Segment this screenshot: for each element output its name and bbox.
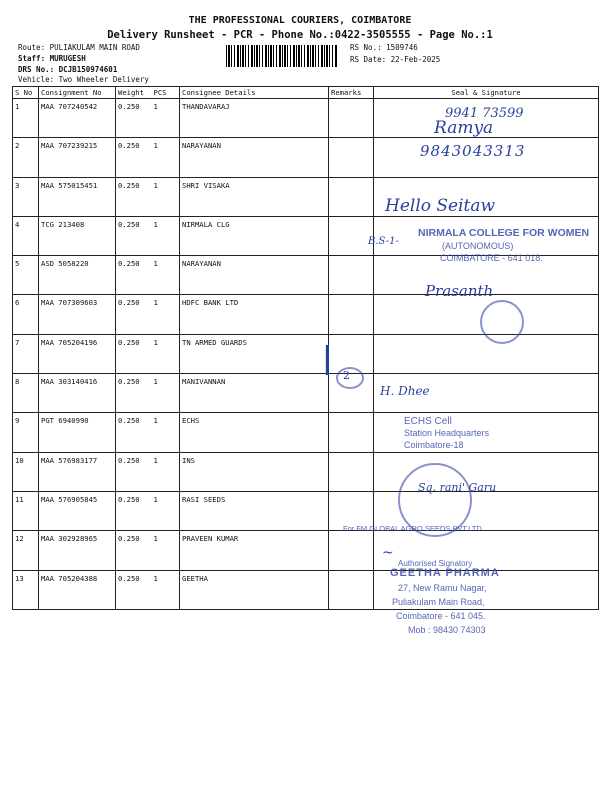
col-seal-signature: Seal & Signature	[374, 87, 599, 99]
row-sno: 1	[13, 99, 39, 138]
circled-remark-text: 2	[343, 369, 350, 382]
row-consignee: THANDAVARAJ	[180, 99, 329, 138]
geetha-stamp-line4: Coimbatore - 641 045.	[396, 611, 486, 621]
row-seal-signature	[374, 334, 599, 373]
row-remarks	[329, 531, 374, 570]
row-consignee: NARAYANAN	[180, 138, 329, 177]
row-sno: 7	[13, 334, 39, 373]
row-remarks	[329, 413, 374, 452]
authorised-signatory: Authorised Signatory	[398, 559, 473, 568]
row-remarks	[329, 452, 374, 491]
seeds-company-stamp: For FM GLOBAL AGRO SEEDS PVT.LTD.	[343, 524, 484, 533]
row-sno: 5	[13, 256, 39, 295]
row-consignee: MANIVANNAN	[180, 374, 329, 413]
row-weight: 0.250	[116, 452, 152, 491]
echs-stamp-line3: Coimbatore-18	[404, 440, 464, 450]
runsheet-table	[12, 86, 599, 610]
company-title: THE PROFESSIONAL COURIERS, COIMBATORE	[188, 15, 412, 26]
table-row	[13, 531, 599, 570]
table-row	[13, 374, 599, 413]
table-row	[13, 491, 599, 530]
row-weight: 0.250	[116, 138, 152, 177]
row-remarks	[329, 99, 374, 138]
geetha-stamp-line5: Mob : 98430 74303	[408, 625, 486, 635]
row-remarks	[329, 295, 374, 334]
remarks-vertical-mark: |	[322, 341, 333, 376]
handwritten-signature-row8: H. Dhee	[380, 384, 430, 398]
handwritten-prasanth: Prasanth	[425, 282, 494, 300]
row-pcs: 1	[152, 570, 180, 609]
geetha-stamp-line2: 27, New Ramu Nagar,	[398, 583, 487, 593]
row-consignment-no: MAA 707240542	[39, 99, 116, 138]
row-pcs: 1	[152, 295, 180, 334]
route-label: Route: PULIAKULAM MAIN ROAD	[18, 43, 140, 52]
col-consignee: Consignee Details	[180, 87, 329, 99]
handwritten-signature-row3: Hello Seitaw	[385, 196, 496, 216]
row-weight: 0.250	[116, 295, 152, 334]
col-remarks: Remarks	[329, 87, 374, 99]
row-consignment-no: PGT 6940990	[39, 413, 116, 452]
row-pcs: 1	[152, 491, 180, 530]
echs-stamp-line1: ECHS Cell	[404, 416, 452, 427]
col-consignment: Consignment No	[39, 87, 116, 99]
row-consignment-no: MAA 707239215	[39, 138, 116, 177]
row-consignee: GEETHA	[180, 570, 329, 609]
row-remarks	[329, 177, 374, 216]
row-pcs: 1	[152, 256, 180, 295]
row-consignment-no: MAA 576983177	[39, 452, 116, 491]
row-pcs: 1	[152, 138, 180, 177]
row-pcs: 1	[152, 216, 180, 255]
row-consignee: SHRI VISAKA	[180, 177, 329, 216]
geetha-stamp-line3: Puliakulam Main Road,	[392, 597, 485, 607]
row-consignee: INS	[180, 452, 329, 491]
runsheet-subtitle: Delivery Runsheet - PCR - Phone No.:0422-3505555 - Page No.:1	[107, 29, 493, 41]
row-consignee: ECHS	[180, 413, 329, 452]
row-consignment-no: ASD 5058220	[39, 256, 116, 295]
nirmala-stamp-line2: (AUTONOMOUS)	[442, 241, 514, 251]
row-weight: 0.250	[116, 334, 152, 373]
row-consignee: PRAVEEN KUMAR	[180, 531, 329, 570]
row-pcs: 1	[152, 99, 180, 138]
row-sno: 2	[13, 138, 39, 177]
row-weight: 0.250	[116, 491, 152, 530]
table-header-row	[13, 87, 599, 99]
row-consignment-no: MAA 705204388	[39, 570, 116, 609]
row-sno: 12	[13, 531, 39, 570]
row-consignee: NIRMALA CLG	[180, 216, 329, 255]
authorised-signature: ~	[382, 545, 394, 561]
row-consignment-no: TCG 213408	[39, 216, 116, 255]
rs-date: RS Date: 22-Feb-2025	[350, 55, 441, 64]
row-weight: 0.250	[116, 99, 152, 138]
nirmala-stamp-line1: NIRMALA COLLEGE FOR WOMEN	[418, 227, 590, 239]
rs-number: RS No.: 1509746	[350, 43, 418, 52]
row-weight: 0.250	[116, 570, 152, 609]
handwritten-phone-2: 9843043313	[420, 142, 526, 160]
row-sno: 10	[13, 452, 39, 491]
row-remarks	[329, 570, 374, 609]
drs-number: DRS No.: DCJB150974601	[18, 65, 118, 74]
row-weight: 0.250	[116, 413, 152, 452]
row-sno: 4	[13, 216, 39, 255]
row-consignment-no: MAA 303140416	[39, 374, 116, 413]
col-sno: S No	[13, 87, 39, 99]
row-consignment-no: MAA 302928965	[39, 531, 116, 570]
row-consignee: HDFC BANK LTD	[180, 295, 329, 334]
row-weight: 0.250	[116, 531, 152, 570]
row-sno: 11	[13, 491, 39, 530]
row-remarks	[329, 216, 374, 255]
row-remarks	[329, 256, 374, 295]
row-consignment-no: MAA 576905845	[39, 491, 116, 530]
barcode	[226, 45, 338, 67]
row-consignment-no: MAA 707309603	[39, 295, 116, 334]
row-weight: 0.250	[116, 374, 152, 413]
row-pcs: 1	[152, 374, 180, 413]
row-weight: 0.250	[116, 177, 152, 216]
col-pcs: PCS	[152, 87, 180, 99]
row-weight: 0.250	[116, 256, 152, 295]
circled-remark	[336, 367, 364, 389]
nirmala-stamp-line3: COIMBATORE - 641 018.	[440, 253, 543, 263]
row-consignee: TN ARMED GUARDS	[180, 334, 329, 373]
table-row	[13, 570, 599, 609]
table-row	[13, 452, 599, 491]
row-consignee: RASI SEEDS	[180, 491, 329, 530]
row-weight: 0.250	[116, 216, 152, 255]
handwritten-name-ramya: Ramya	[434, 118, 494, 138]
row-sno: 3	[13, 177, 39, 216]
row-sno: 8	[13, 374, 39, 413]
echs-stamp-line2: Station Headquarters	[404, 428, 490, 438]
row-sno: 13	[13, 570, 39, 609]
geetha-stamp-line1: GEETHA PHARMA	[390, 567, 500, 579]
row-pcs: 1	[152, 413, 180, 452]
col-weight: Weight	[116, 87, 152, 99]
handwritten-phone-1: 9941 73599	[445, 106, 524, 121]
row-pcs: 1	[152, 452, 180, 491]
vehicle-label: Vehicle: Two Wheeler Delivery	[18, 75, 149, 84]
handwritten-bs-mark: B.S-1-	[368, 236, 399, 247]
row-pcs: 1	[152, 531, 180, 570]
staff-label: Staff: MURUGESH	[18, 54, 86, 63]
row-pcs: 1	[152, 177, 180, 216]
row-sno: 9	[13, 413, 39, 452]
row-remarks	[329, 138, 374, 177]
row-pcs: 1	[152, 334, 180, 373]
table-row	[13, 177, 599, 216]
row-consignee: NARAYANAN	[180, 256, 329, 295]
handwritten-signature-row11: Sq. rani' Garu	[418, 481, 497, 494]
bank-seal	[480, 300, 524, 344]
row-consignment-no: MAA 575015451	[39, 177, 116, 216]
row-consignment-no: MAA 705204196	[39, 334, 116, 373]
row-sno: 6	[13, 295, 39, 334]
table-row	[13, 413, 599, 452]
